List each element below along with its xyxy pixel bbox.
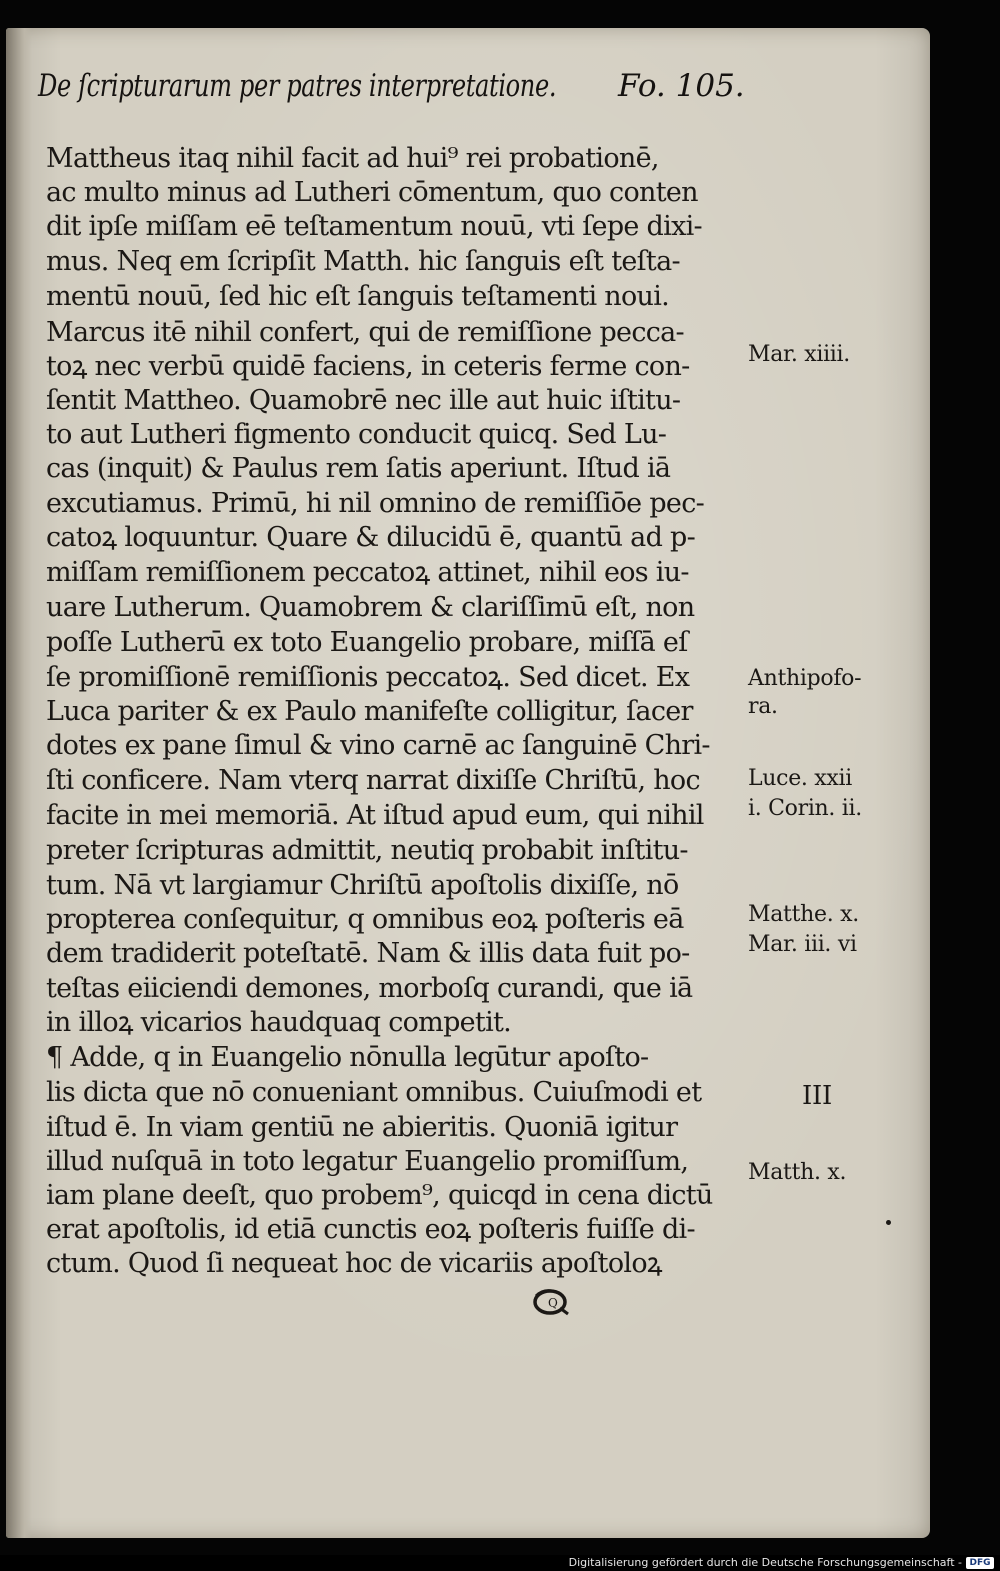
text-line: ¶ Adde, q in Euangelio nōnulla legūtur apoſto- <box>46 1042 649 1073</box>
margin-note: III <box>802 1081 832 1111</box>
margin-note: Mar. iii. vi <box>748 932 857 957</box>
text-line: mentū nouū, ſed hic eſt ſanguis teſtamenti noui. <box>46 281 670 312</box>
text-line: lis dicta que nō conueniant omnibus. Cuiuſmodi et <box>46 1077 702 1108</box>
text-line: ctum. Quod ſi nequeat hoc de vicariis apoſtoloꝝ <box>46 1248 662 1279</box>
text-line: Luca pariter & ex Paulo manifeſte colligitur, ſacer <box>46 696 693 727</box>
text-line: teſtas eiiciendi demones, morboſq curandi, que iā <box>46 973 693 1004</box>
text-line: iſtud ē. In viam gentiū ne abieritis. Quoniā igitur <box>46 1112 678 1143</box>
text-line: tum. Nā vt largiamur Chriſtū apoſtolis dixiſſe, nō <box>46 870 679 901</box>
text-line: uare Lutherum. Quamobrem & clariſſimū eſt, non <box>46 592 695 623</box>
text-line: ſti conficere. Nam vterq narrat dixiſſe Chriſtū, hoc <box>46 765 700 796</box>
margin-note: ra. <box>748 694 778 719</box>
margin-note: Anthipofo- <box>748 666 862 691</box>
text-line: dem tradiderit poteſtatē. Nam & illis data fuit po- <box>46 938 690 969</box>
text-line: cas (inquit) & Paulus rem ſatis aperiunt. Iſtud iā <box>46 453 671 484</box>
dfg-logo: DFG <box>966 1557 994 1569</box>
margin-note: Luce. xxii <box>748 766 852 791</box>
text-line: mus. Neq em ſcripſit Matth. hic ſanguis eſt teſta- <box>46 246 680 277</box>
text-line: Mattheus itaq nihil facit ad hui⁹ rei probationē, <box>46 143 659 174</box>
text-line: ſe promiſſionē remiſſionis peccatoꝝ. Sed dicet. Ex <box>46 662 690 693</box>
text-line: to aut Lutheri figmento conducit quicq. Sed Lu- <box>46 419 667 450</box>
catchword-letter: Q <box>548 1296 558 1310</box>
text-line: illud nuſquā in toto legatur Euangelio promiſſum, <box>46 1146 689 1177</box>
ink-speck <box>886 1220 891 1225</box>
text-line: poſſe Lutherū ex toto Euangelio probare, miſſā eſ <box>46 627 688 658</box>
text-line: miſſam remiſſionem peccatoꝝ attinet, nihil eos iu- <box>46 557 689 588</box>
footer-credit: Digitalisierung gefördert durch die Deutsche Forschungsgemeinschaft - <box>568 1556 962 1569</box>
margin-note: Matth. x. <box>748 1160 847 1185</box>
text-line: dotes ex pane ſimul & vino carnē ac ſanguinē Chri- <box>46 730 710 761</box>
text-line: dit ipſe miſſam eē teſtamentum nouū, vti ſepe dixi- <box>46 211 702 242</box>
text-line: in illoꝝ vicarios haudquaq competit. <box>46 1007 512 1038</box>
text-line: catoꝝ loquuntur. Quare & dilucidū ē, quantū ad p- <box>46 522 696 553</box>
text-line: iam plane deeſt, quo probem⁹, quicqd in cena dictū <box>46 1180 713 1211</box>
text-line: ac multo minus ad Lutheri cōmentum, quo conten <box>46 177 698 208</box>
text-line: Marcus itē nihil confert, qui de remiſſione pecca- <box>46 317 684 348</box>
margin-note: Matthe. x. <box>748 902 859 927</box>
folio-number: Fo. 105. <box>618 68 745 104</box>
text-line: propterea conſequitur, q omnibus eoꝝ poſteris eā <box>46 904 684 935</box>
text-line: ſentit Mattheo. Quamobrē nec ille aut huic iſtitu- <box>46 385 681 416</box>
margin-note: i. Corin. ii. <box>748 796 862 821</box>
text-line: preter ſcripturas admittit, neutiq probabit inſtitu- <box>46 835 688 866</box>
text-line: erat apoſtolis, id etiā cunctis eoꝝ poſteris fuiſſe di- <box>46 1214 695 1245</box>
running-title: De ſcripturarum per patres interpretatione. <box>38 68 557 104</box>
margin-note: Mar. xiiii. <box>748 342 850 367</box>
text-line: excutiamus. Primū, hi nil omnino de remiſſiōe pec- <box>46 488 705 519</box>
text-line: toꝝ nec verbū quidē faciens, in ceteris ferme con- <box>46 351 690 382</box>
text-line: facite in mei memoriā. At iſtud apud eum, qui nihil <box>46 800 704 831</box>
page-gutter <box>6 28 32 1538</box>
catchword-mark <box>522 1282 582 1322</box>
